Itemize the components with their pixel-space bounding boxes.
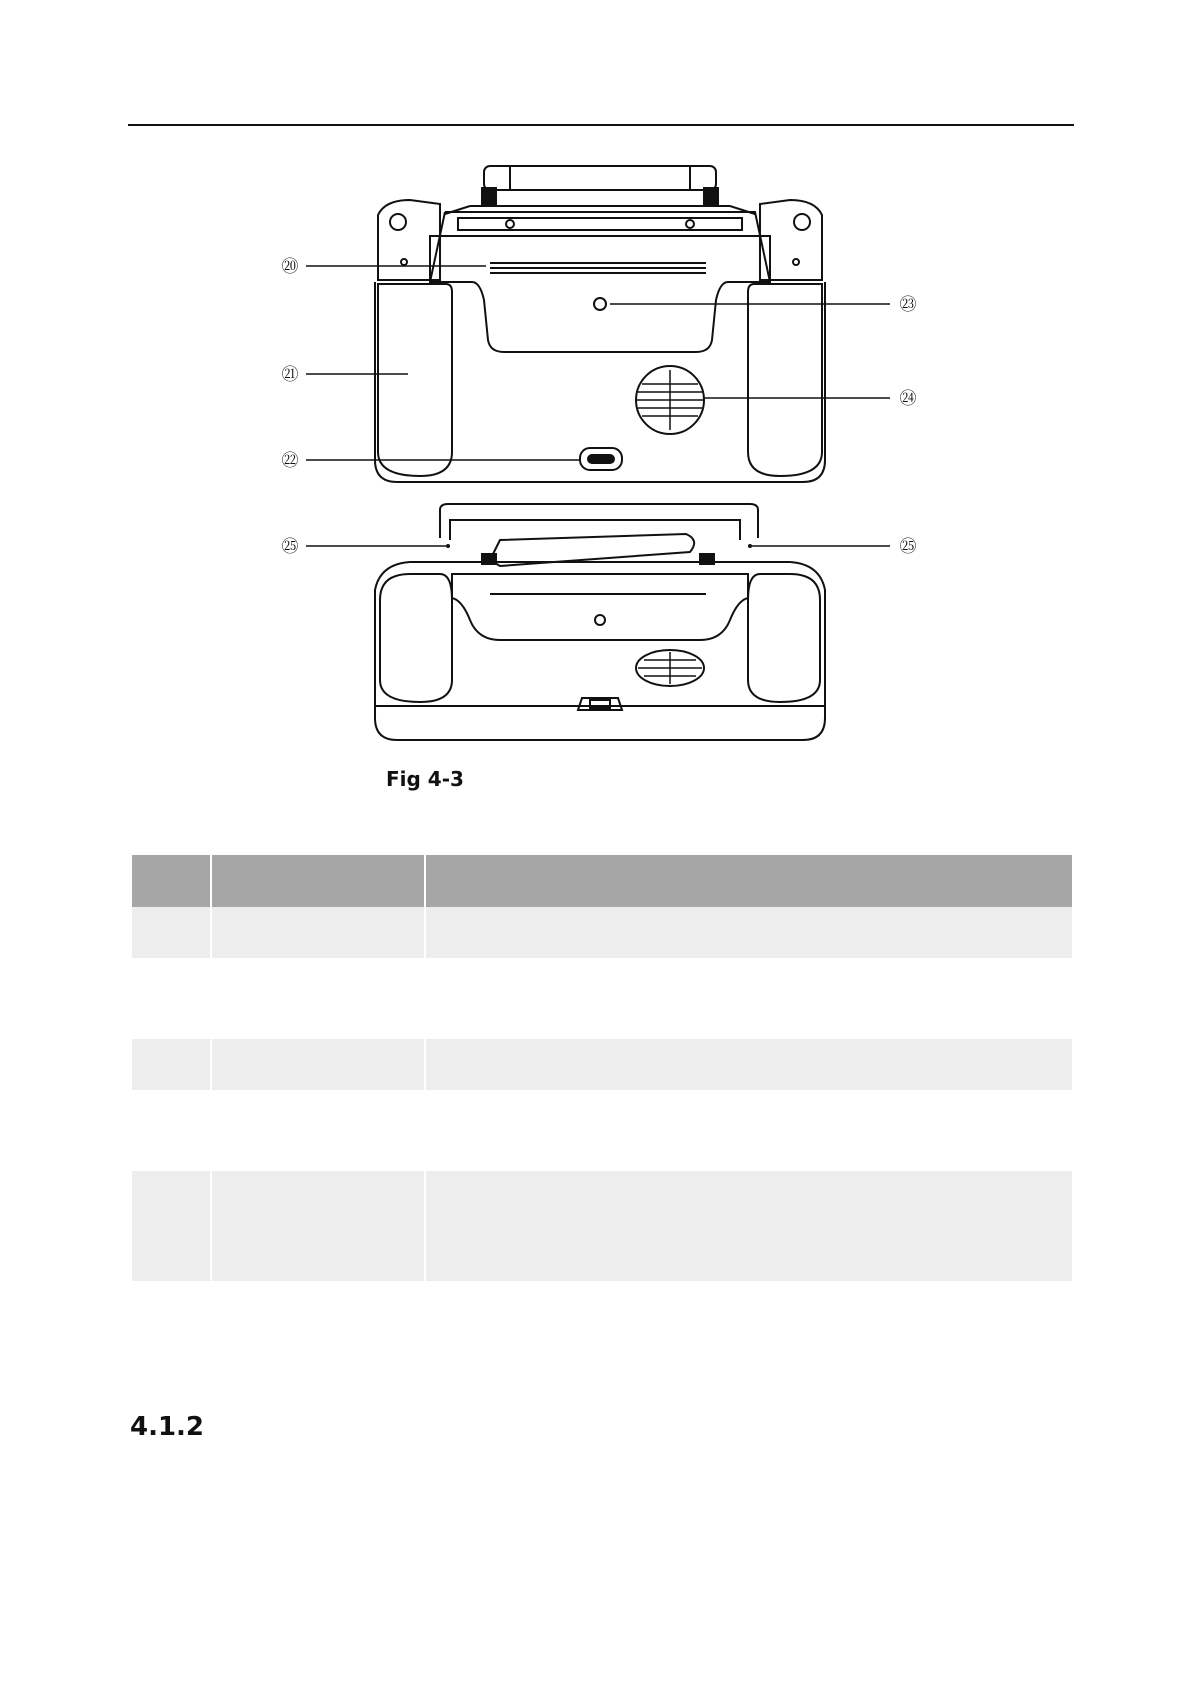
callout-20: ⑳ bbox=[281, 257, 299, 277]
table-header-row bbox=[132, 855, 1072, 907]
controller-lower-view bbox=[375, 504, 825, 740]
callout-22: ㉒ bbox=[281, 451, 299, 471]
callout-25-left: ㉕ bbox=[281, 537, 299, 557]
callout-25-right: ㉕ bbox=[899, 537, 917, 557]
figure-caption: Fig 4-3 bbox=[386, 767, 464, 791]
table-row bbox=[132, 1090, 1072, 1171]
table-row bbox=[132, 1171, 1072, 1281]
controller-back-view bbox=[375, 166, 825, 482]
table-row bbox=[132, 1039, 1072, 1090]
table-row bbox=[132, 907, 1072, 958]
section-heading-number: 4.1.2 bbox=[130, 1412, 205, 1442]
parts-table bbox=[132, 855, 1072, 1281]
callout-24: ㉔ bbox=[899, 389, 917, 409]
table-row bbox=[132, 958, 1072, 1039]
callout-23: ㉓ bbox=[899, 295, 917, 315]
device-figure bbox=[0, 0, 1191, 760]
table-header-cell bbox=[425, 855, 1072, 907]
table-header-cell bbox=[132, 855, 211, 907]
table-header-cell bbox=[211, 855, 425, 907]
callout-21: ㉑ bbox=[281, 365, 299, 385]
